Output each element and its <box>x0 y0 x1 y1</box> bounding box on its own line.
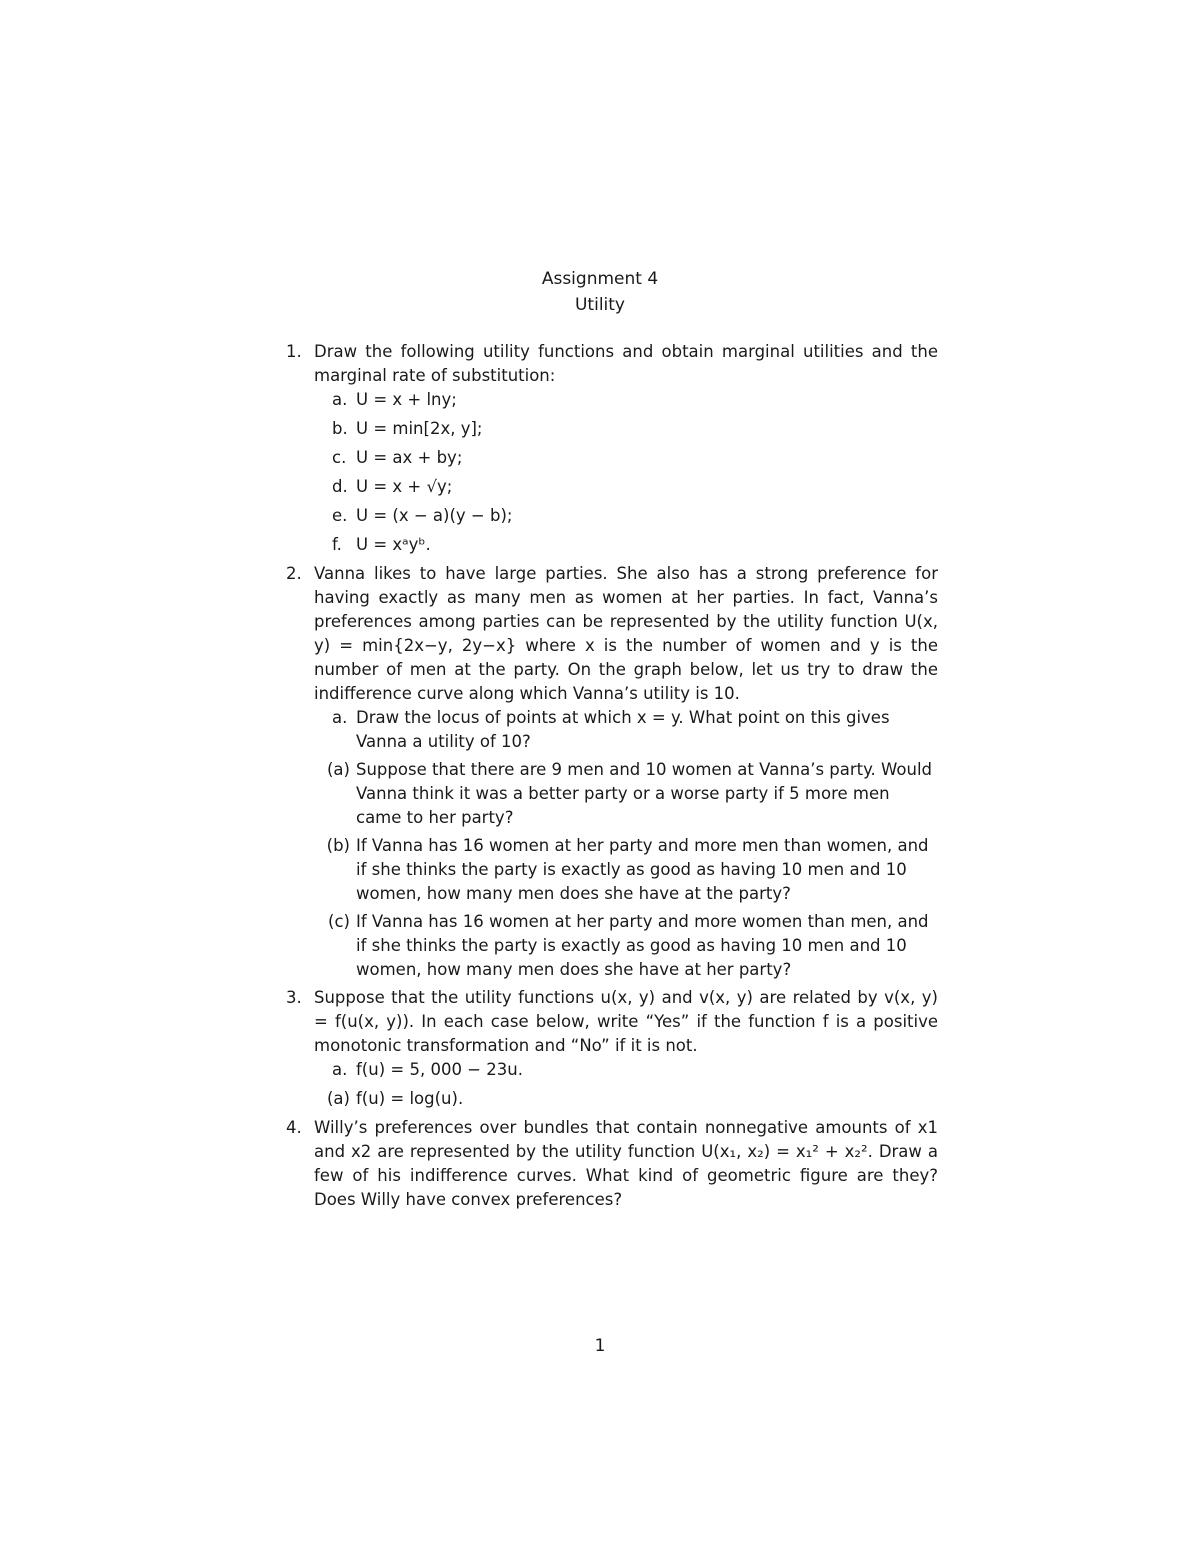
part-text: Suppose that there are 9 men and 10 women at Vanna’s party. Would Vanna think it was a better party or a worse party if 5 more men came to her party? <box>356 760 933 827</box>
question-part <box>314 417 938 441</box>
part-text: f(u) = 5, 000 − 23u. <box>356 1060 523 1079</box>
question-part <box>314 758 938 830</box>
part-label: (a) <box>327 1089 350 1108</box>
question-number: 2. <box>286 564 302 583</box>
question-2 <box>286 562 938 982</box>
question-number: 3. <box>286 988 302 1007</box>
part-text: U = x + lny; <box>356 390 457 409</box>
question-part <box>314 504 938 528</box>
question-part <box>314 834 938 906</box>
part-text: f(u) = log(u). <box>356 1089 464 1108</box>
assignment-subtitle: Utility <box>574 295 625 315</box>
part-label: b. <box>332 419 348 438</box>
question-number: 4. <box>286 1118 302 1137</box>
question-list <box>286 340 938 1212</box>
question-part <box>314 388 938 412</box>
assignment-title: Assignment 4 <box>541 269 659 289</box>
question-text: Willy’s preferences over bundles that contain nonnegative amounts of x1 and x2 are represented by the utility function U(x₁, x₂) = x₁² + x₂². Draw a few of his indifference curves. What kind of geometric figure are they? Does Willy have convex preferences? <box>314 1118 938 1209</box>
part-label: (c) <box>328 912 350 931</box>
part-label: d. <box>332 477 348 496</box>
question-parts <box>314 706 938 982</box>
question-text: Vanna likes to have large parties. She also has a strong preference for having exactly as many men as women at her parties. In fact, Vanna’s preferences among parties can be represented by the utility function U(x, y) = min{2x−y, 2y−x} where x is the number of women and y is the number of men at the party. On the graph below, let us try to draw the indifference curve along which Vanna’s utility is 10. <box>314 564 938 703</box>
question-parts <box>314 388 938 557</box>
question-text: Draw the following utility functions and obtain marginal utilities and the marginal rate of substitution: <box>314 342 938 385</box>
part-label: c. <box>332 448 347 467</box>
question-parts <box>314 1058 938 1111</box>
question-part <box>314 475 938 499</box>
page-number: 1 <box>594 1336 606 1356</box>
part-text: If Vanna has 16 women at her party and more women than men, and if she thinks the party is exactly as good as having 10 men and 10 women, how many men does she have at her party? <box>356 912 929 979</box>
question-part <box>314 533 938 557</box>
part-label: (b) <box>326 836 350 855</box>
question-part <box>314 1087 938 1111</box>
question-1 <box>286 340 938 557</box>
question-text: Suppose that the utility functions u(x, y) and v(x, y) are related by v(x, y) = f(u(x, y)). In each case below, write “Yes” if the function f is a positive monotonic transformation and “No” if it is not. <box>314 988 938 1055</box>
part-label: a. <box>332 390 348 409</box>
part-text: If Vanna has 16 women at her party and more men than women, and if she thinks the party is exactly as good as having 10 men and 10 women, how many men does she have at the party? <box>356 836 929 903</box>
question-4 <box>286 1116 938 1212</box>
part-label: (a) <box>327 760 350 779</box>
part-text: U = (x − a)(y − b); <box>356 506 513 525</box>
part-label: e. <box>332 506 348 525</box>
part-label: f. <box>332 535 342 554</box>
question-number: 1. <box>286 342 302 361</box>
question-part <box>314 706 938 754</box>
question-part <box>314 446 938 470</box>
document-header <box>0 266 1200 318</box>
part-text: U = min[2x, y]; <box>356 419 483 438</box>
part-label: a. <box>332 708 348 727</box>
part-text: U = xᵃyᵇ. <box>356 535 431 554</box>
question-3 <box>286 986 938 1111</box>
part-text: Draw the locus of points at which x = y. What point on this gives Vanna a utility of 10? <box>356 708 890 751</box>
part-label: a. <box>332 1060 348 1079</box>
part-text: U = x + √y; <box>356 477 453 496</box>
part-text: U = ax + by; <box>356 448 463 467</box>
question-part <box>314 910 938 982</box>
question-part <box>314 1058 938 1082</box>
